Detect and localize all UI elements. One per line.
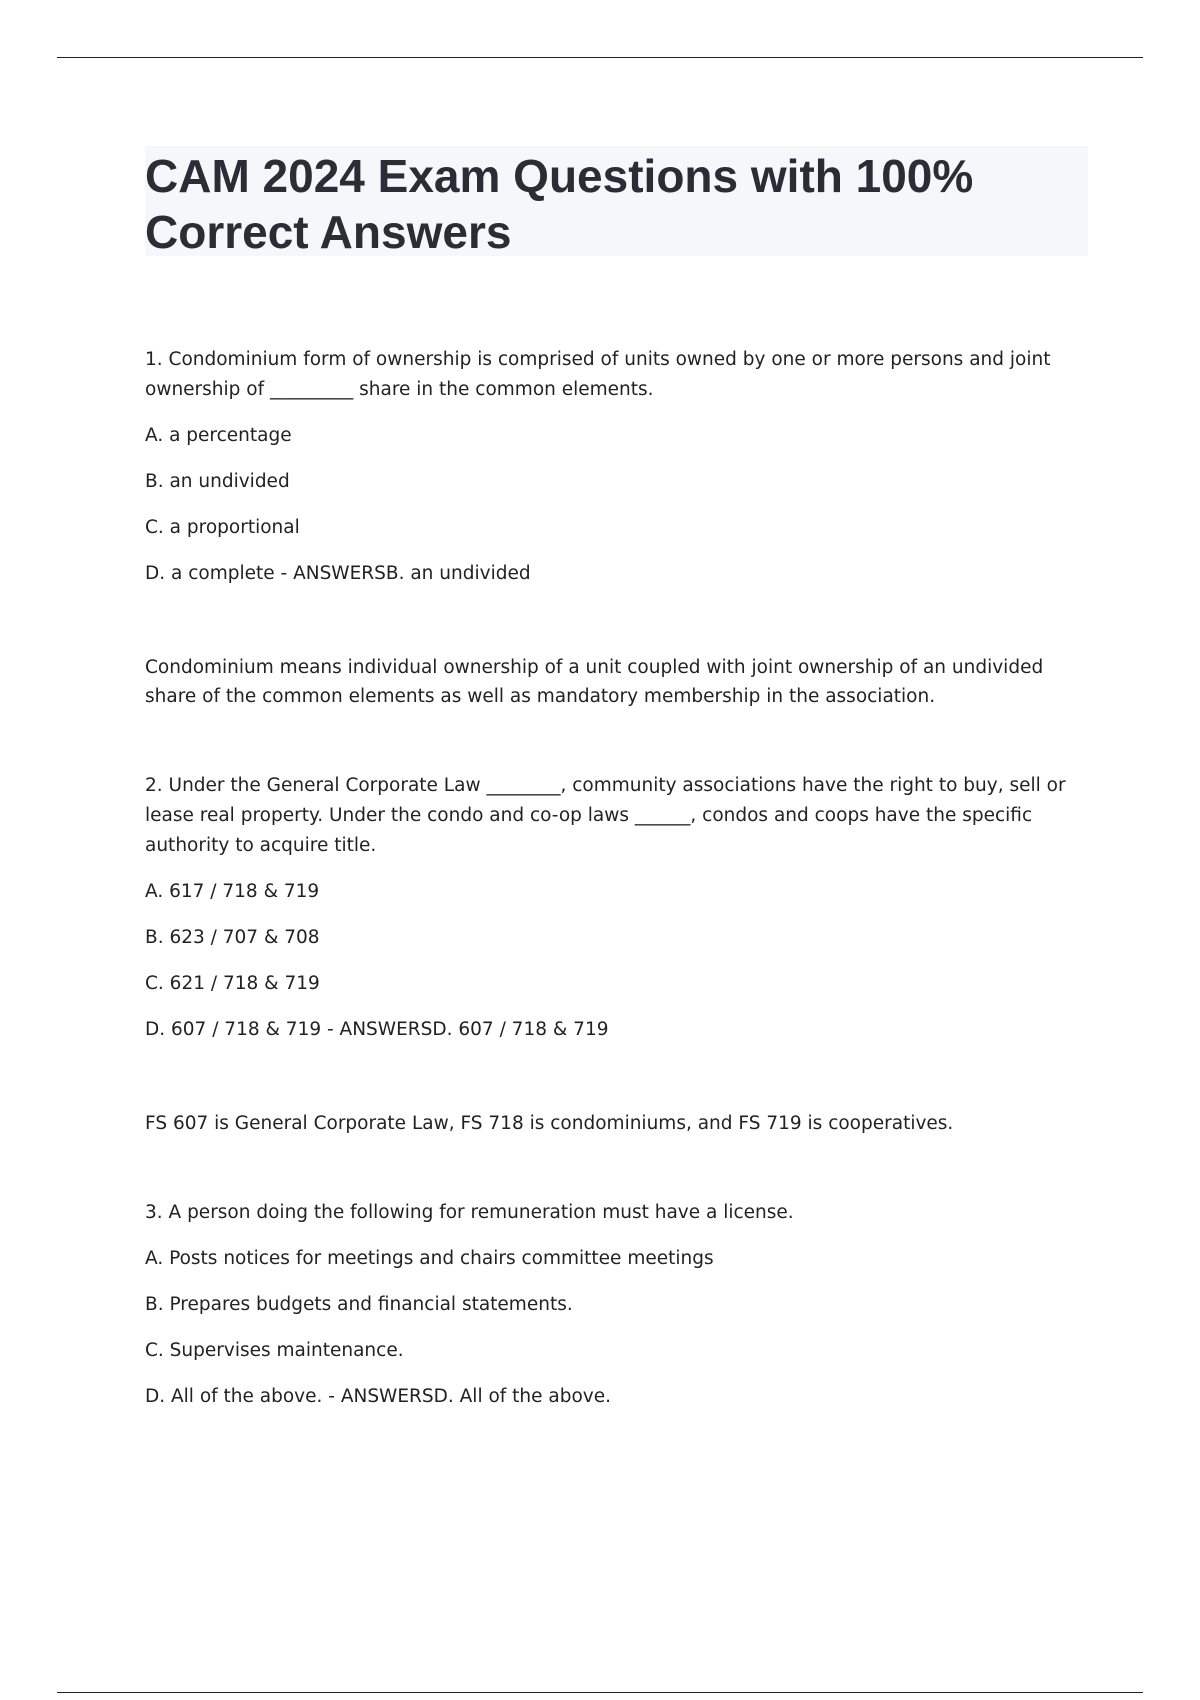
answer-option-a: A. a percentage [145,425,292,446]
answer-option-d: D. 607 / 718 & 719 - ANSWERSD. 607 / 718 & 719 [145,1019,609,1040]
footer-rule [57,1692,1143,1693]
answer-option-c: C. Supervises maintenance. [145,1340,404,1361]
answer-option-a: A. 617 / 718 & 719 [145,881,320,902]
answer-explanation: FS 607 is General Corporate Law, FS 718 is condominiums, and FS 719 is cooperatives. [145,1113,954,1134]
document-title: CAM 2024 Exam Questions with 100% Correct Answers [145,150,974,258]
question-text: 3. A person doing the following for remuneration must have a license. [145,1202,794,1223]
answer-explanation: Condominium means individual ownership of a unit coupled with joint ownership of an undivided share of the common elements as well as mandatory membership in the association. [145,657,1044,707]
answer-option-c: C. a proportional [145,517,300,538]
question-block-2 [145,771,1095,1198]
header-rule [57,57,1143,58]
answer-option-c: C. 621 / 718 & 719 [145,973,320,994]
answer-option-d: D. All of the above. - ANSWERSD. All of the above. [145,1386,612,1407]
question-block-1 [145,345,1095,771]
answer-option-b: B. 623 / 707 & 708 [145,927,320,948]
question-text: 1. Condominium form of ownership is comprised of units owned by one or more persons and joint ownership of _________ share in the common elements. [145,349,1051,400]
question-text: 2. Under the General Corporate Law ________, community associations have the right to buy, sell or lease real property. Under the condo and co-op laws ______, condos and coops have the specific authority to acquire title. [145,775,1066,856]
answer-option-b: B. Prepares budgets and financial statements. [145,1294,573,1315]
question-block-3 [145,1198,1095,1412]
document-body [145,345,1095,1428]
answer-option-d: D. a complete - ANSWERSB. an undivided [145,563,531,584]
answer-option-a: A. Posts notices for meetings and chairs committee meetings [145,1248,714,1269]
answer-option-b: B. an undivided [145,471,290,492]
